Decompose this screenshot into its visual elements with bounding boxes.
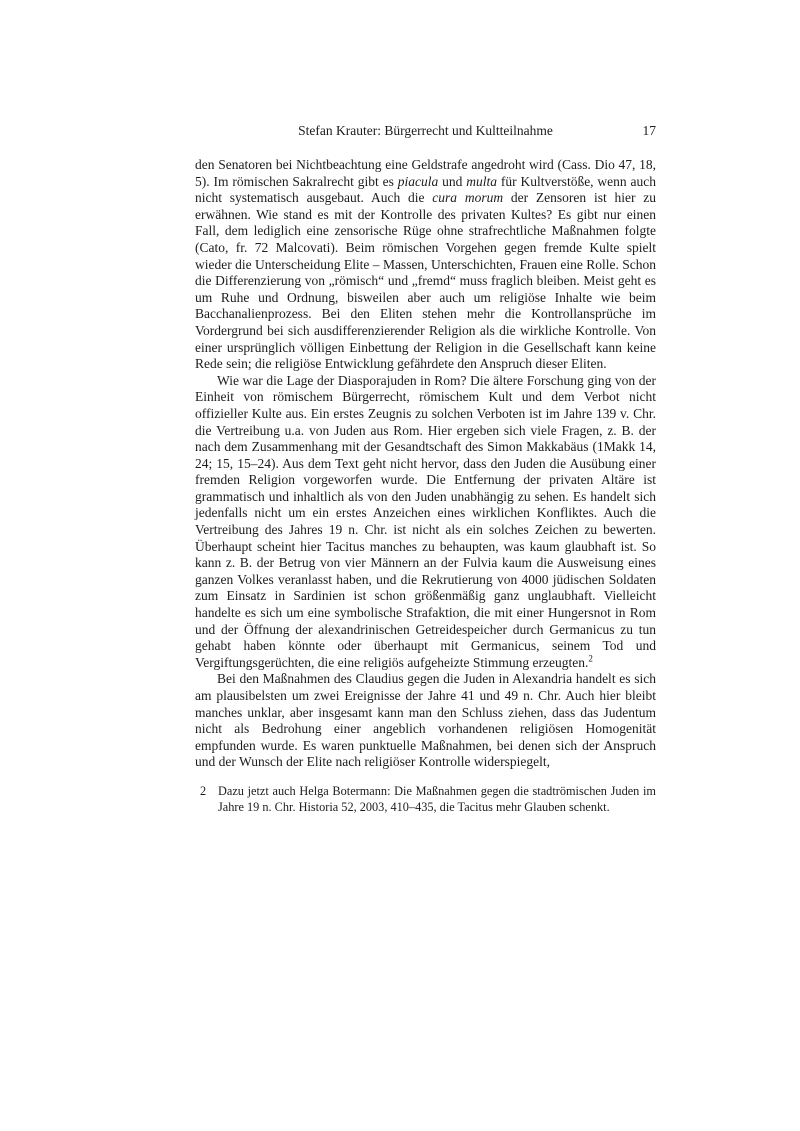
- italic-term: cura morum: [432, 190, 504, 206]
- paragraph: [195, 671, 656, 771]
- italic-term: piacula: [397, 173, 439, 189]
- footnote-text: Dazu jetzt auch Helga Botermann: Die Maßnahmen gegen die stadtrömischen Juden im Jahre 19 n. Chr. Historia 52, 2003, 410–435, die Tacitus mehr Glauben schenkt.: [218, 783, 656, 814]
- text-run: für Kultverstöße, wenn auch nicht systematisch ausgebaut. Auch die: [195, 173, 657, 206]
- paragraph: [195, 157, 656, 373]
- paragraph: [195, 373, 656, 672]
- italic-term: multa: [466, 173, 497, 189]
- text-run: den Senatoren bei Nichtbeachtung eine Geldstrafe angedroht wird (Cass. Dio 47, 18, 5). Im römischen Sakralrecht gibt es: [195, 157, 656, 189]
- text-run: und: [438, 173, 467, 189]
- footnote-marker: 2: [200, 783, 207, 798]
- running-header: [195, 122, 656, 139]
- page-text-block: [195, 122, 656, 816]
- page-number: 17: [642, 123, 656, 138]
- text-run: Wie war die Lage der Diasporajuden in Rom? Die ältere Forschung ging von der Einheit von römischem Bürgerrecht, römischem Kult und dem Verbot nicht offizieller Kulte aus. Ein erstes Zeugnis zu solchen Verboten ist im Jahre 139 v. Chr. die Vertreibung u.a. von Juden aus Rom. Hier ergeben sich viele Fragen, z. B. der nach dem Zusammenhang mit der Gesandtschaft des Simon Makkabäus (1Makk 14, 24; 15, 15–24). Aus dem Text geht nicht hervor, dass den Juden die Ausübung einer fremden Religion vorgeworfen wurde. Die Entfernung der privaten Altäre ist grammatisch und inhaltlich als von den Juden unabhängig zu sehen. Es handelt sich jedenfalls nicht um ein erstes Anzeichen eines wirklichen Konfliktes. Auch die Vertreibung des Jahres 19 n. Chr. ist nicht als ein solches Zeichen zu bewerten. Überhaupt scheint hier Tacitus manches zu behaupten, was kaum glaubhaft ist. So kann z. B. der Betrug von vier Männern an der Fulvia kaum die Ausweisung eines ganzen Volkes veranlasst haben, und die Rekrutierung von 4000 jüdischen Soldaten zum Einsatz in Sardinien ist schon größenmäßig ganz unglaubhaft. Vielleicht handelte es sich um eine symbolische Strafaktion, die mit einer Hungersnot in Rom und der Öffnung der alexandrinischen Getreidespeicher durch Germanicus zu tun gehabt haben könnte oder überhaupt mit Germanicus, seinem Tod und Vergiftungsgerüchten, die eine religiös aufgeheizte Stimmung erzeugten.: [195, 372, 656, 670]
- footnote-reference: 2: [588, 653, 593, 664]
- footnote: [195, 784, 656, 816]
- running-header-title: Stefan Krauter: Bürgerrecht und Kultteilnahme: [298, 123, 553, 138]
- body-paragraphs: [195, 157, 656, 771]
- text-run: Bei den Maßnahmen des Claudius gegen die Juden in Alexandria handelt es sich am plausibelsten um zwei Ereignisse der Jahre 41 und 49 n. Chr. Auch hier bleibt manches unklar, aber insgesamt kann man den Schluss ziehen, dass das Judentum nicht als Bedrohung einer angeblich vorhandenen religiösen Homogenität empfunden wurde. Es waren punktuelle Maßnahmen, bei denen sich der Anspruch und der Wunsch der Elite nach religiöser Kontrolle widerspiegelt,: [195, 671, 656, 770]
- text-run: der Zensoren ist hier zu erwähnen. Wie stand es mit der Kontrolle des privaten Kultes? Es gibt nur einen Fall, dem lediglich eine zensorische Rüge ohne strafrechtliche Maßnahmen folgte (Cato, fr. 72 Malcovati). Beim römischen Vorgehen gegen fremde Kulte spielt wieder die Unterscheidung Elite – Massen, Unterschichten, Frauen eine Rolle. Schon die Differenzierung von „römisch“ und „fremd“ muss fraglich bleiben. Meist geht es um Ruhe und Ordnung, bisweilen aber auch um religiöse Inhalte wie beim Bacchanalienprozess. Bei den Eliten stehen mehr die Kontrollansprüche im Vordergrund bei sich ausdifferenzierender Religion als die wirkliche Kontrolle. Von einer ursprünglich völligen Einbettung der Religion in die Gesellschaft kann keine Rede sein; die religiöse Entwicklung gefährdete den Anspruch dieser Eliten.: [195, 190, 657, 372]
